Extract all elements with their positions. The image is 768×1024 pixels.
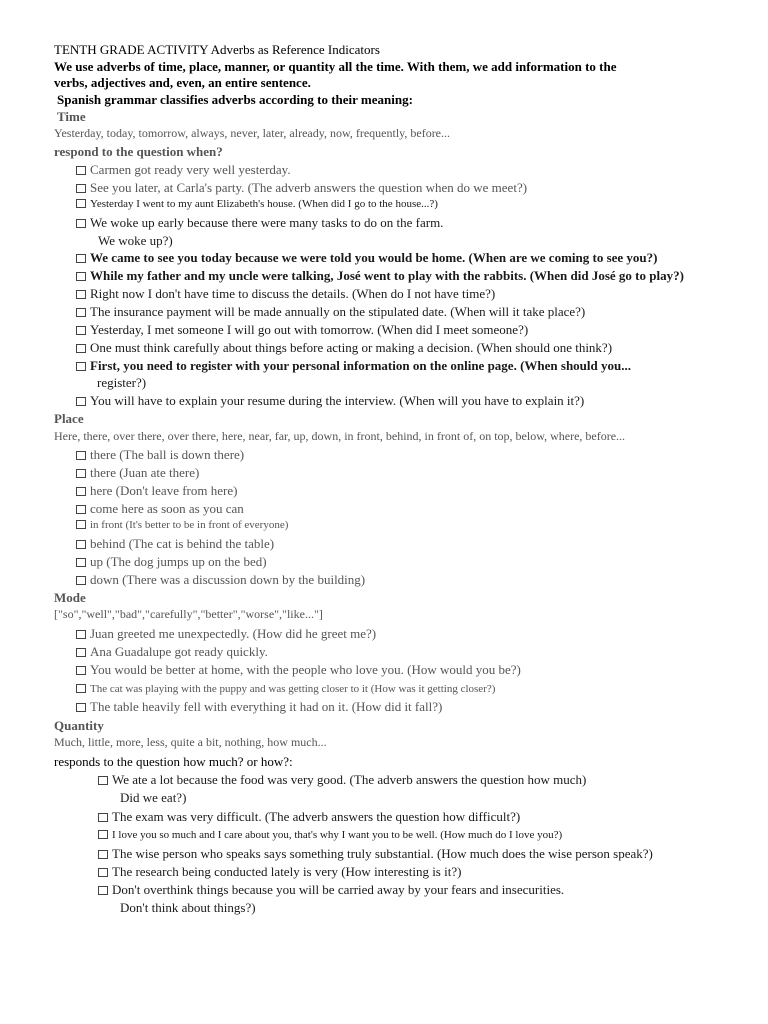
bullet-box-icon (76, 487, 86, 496)
section-heading-time: Time (57, 109, 86, 124)
list-item: up (The dog jumps up on the bed) (76, 555, 267, 570)
bullet-box-icon (76, 703, 86, 712)
bullet-box-icon (76, 199, 86, 208)
list-item: The research being conducted lately is very (How interesting is it?) (98, 865, 461, 880)
list-item: come here as soon as you can (76, 502, 244, 517)
list-item: I love you so much and I care about you, that's why I want you to be well. (How much do I love you?) (98, 829, 562, 842)
list-item: Don't overthink things because you will be carried away by your fears and insecurities. (98, 883, 564, 898)
bullet-box-icon (76, 505, 86, 514)
bullet-box-icon (76, 684, 86, 693)
list-item-continuation: Did we eat?) (120, 790, 187, 805)
bullet-box-icon (76, 630, 86, 639)
quantity-question: responds to the question how much? or how?: (54, 754, 293, 769)
bullet-box-icon (76, 558, 86, 567)
bullet-box-icon (98, 886, 108, 895)
bullet-box-icon (76, 166, 86, 175)
bullet-box-icon (76, 219, 86, 228)
bullet-box-icon (98, 868, 108, 877)
list-item: Yesterday, I met someone I will go out with tomorrow. (When did I meet someone?) (76, 323, 528, 338)
list-item: Right now I don't have time to discuss the details. (When do I not have time?) (76, 287, 495, 302)
list-item: You would be better at home, with the people who love you. (How would you be?) (76, 663, 521, 678)
bullet-box-icon (98, 776, 108, 785)
title-lead: TENTH GRADE ACTIVITY (54, 42, 209, 57)
time-examples: Yesterday, today, tomorrow, always, never, later, already, now, frequently, before... (54, 126, 451, 140)
list-item: We ate a lot because the food was very good. (The adverb answers the question how much) (98, 773, 586, 788)
list-item-continuation: Don't think about things?) (120, 900, 256, 915)
list-item: Ana Guadalupe got ready quickly. (76, 645, 268, 660)
bullet-box-icon (76, 308, 86, 317)
list-item: there (Juan ate there) (76, 466, 199, 481)
list-item: there (The ball is down there) (76, 448, 244, 463)
bullet-box-icon (76, 362, 86, 371)
bullet-box-icon (76, 451, 86, 460)
list-item: The cat was playing with the puppy and was getting closer to it (How was it getting closer?) (76, 683, 495, 696)
list-item: The exam was very difficult. (The adverb answers the question how difficult?) (98, 810, 520, 825)
list-item-continuation: register?) (97, 375, 147, 390)
list-item: First, you need to register with your personal information on the online page. (When should you... (76, 359, 631, 374)
bullet-box-icon (76, 648, 86, 657)
list-item-continuation: We woke up?) (98, 233, 173, 248)
bullet-box-icon (76, 272, 86, 281)
list-item: The insurance payment will be made annually on the stipulated date. (When will it take place?) (76, 305, 585, 320)
section-heading-place: Place (54, 411, 84, 426)
list-item: here (Don't leave from here) (76, 484, 237, 499)
bullet-box-icon (76, 540, 86, 549)
list-item: The table heavily fell with everything it had on it. (How did it fall?) (76, 700, 442, 715)
bullet-box-icon (76, 666, 86, 675)
list-item: The wise person who speaks says something truly substantial. (How much does the wise person speak?) (98, 847, 653, 862)
list-item: Carmen got ready very well yesterday. (76, 163, 291, 178)
list-item: Juan greeted me unexpectedly. (How did he greet me?) (76, 627, 376, 642)
list-item: One must think carefully about things before acting or making a decision. (When should one think?) (76, 341, 612, 356)
list-item: Yesterday I went to my aunt Elizabeth's house. (When did I go to the house...?) (76, 198, 438, 211)
list-item: down (There was a discussion down by the building) (76, 573, 365, 588)
list-item: behind (The cat is behind the table) (76, 537, 274, 552)
intro-line-1: We use adverbs of time, place, manner, or quantity all the time. With them, we add information to the (54, 59, 617, 74)
section-heading-mode: Mode (54, 590, 86, 605)
list-item: You will have to explain your resume during the interview. (When will you have to explain it?) (76, 394, 584, 409)
time-question: respond to the question when? (54, 144, 223, 159)
intro-line-2: verbs, adjectives and, even, an entire sentence. (54, 75, 311, 90)
bullet-box-icon (98, 850, 108, 859)
list-item: While my father and my uncle were talking, José went to play with the rabbits. (When did José go to play?) (76, 269, 684, 284)
bullet-box-icon (76, 576, 86, 585)
bullet-box-icon (76, 290, 86, 299)
bullet-box-icon (76, 397, 86, 406)
section-heading-quantity: Quantity (54, 718, 104, 733)
intro-line-3: Spanish grammar classifies adverbs according to their meaning: (57, 92, 413, 107)
document-title (54, 43, 380, 58)
place-examples: Here, there, over there, over there, here, near, far, up, down, in front, behind, in front of, on top, below, where, before... (54, 429, 626, 443)
bullet-box-icon (76, 184, 86, 193)
bullet-box-icon (98, 830, 108, 839)
bullet-box-icon (76, 344, 86, 353)
bullet-box-icon (76, 254, 86, 263)
list-item: We woke up early because there were many tasks to do on the farm. (76, 216, 443, 231)
list-item: We came to see you today because we were told you would be home. (When are we coming to see you?) (76, 251, 657, 266)
bullet-box-icon (76, 326, 86, 335)
bullet-box-icon (76, 520, 86, 529)
mode-examples: ["so","well","bad","carefully","better","worse","like..."] (54, 607, 323, 621)
bullet-box-icon (76, 469, 86, 478)
list-item: See you later, at Carla's party. (The adverb answers the question when do we meet?) (76, 181, 527, 196)
list-item: in front (It's better to be in front of everyone) (76, 519, 288, 532)
title-rest: Adverbs as Reference Indicators (208, 42, 380, 57)
quantity-examples: Much, little, more, less, quite a bit, nothing, how much... (54, 735, 327, 749)
bullet-box-icon (98, 813, 108, 822)
